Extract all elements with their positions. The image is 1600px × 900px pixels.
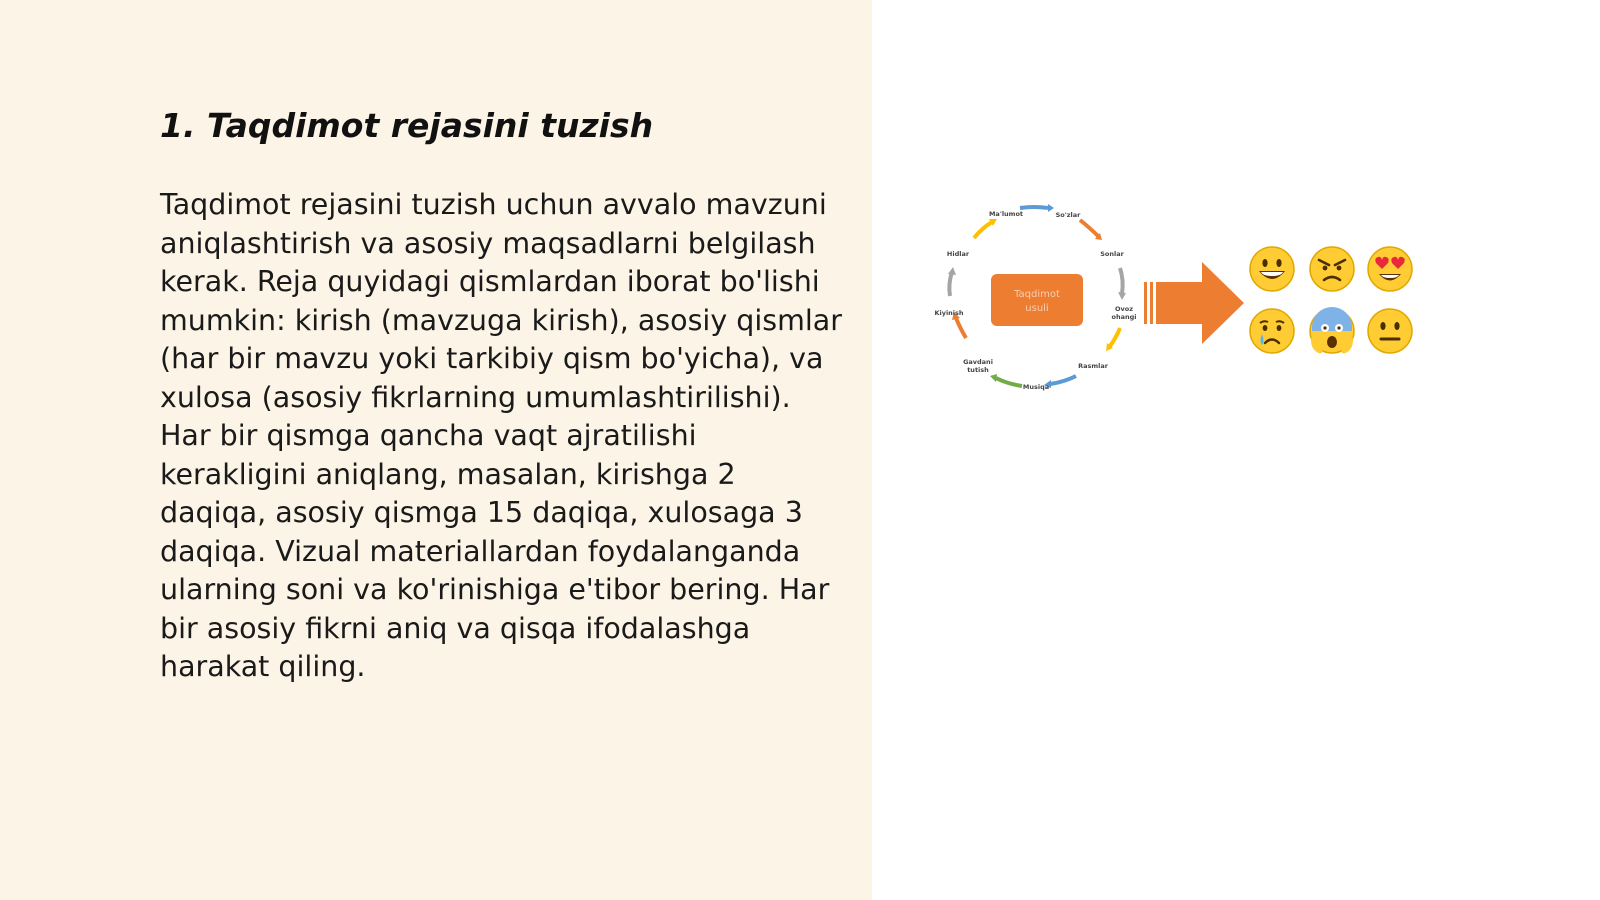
cycle-arrow-head [990, 374, 997, 382]
label-gavdani: Gavdani [963, 358, 993, 366]
label-ovoz: Ovoz [1114, 305, 1134, 313]
grinning-face-icon [1248, 245, 1296, 293]
cycle-arrow [1020, 207, 1048, 208]
slide-body-text: Taqdimot rejasini tuzish uchun avvalo mavzuni aniqlashtirish va asosiy maqsadlarni belgilash kerak. Reja quyidagi qismlardan iborat bo'lishi mumkin: kirish (mavzuga kirish), asosiy qismlar (har bir mavzu yoki tarkibiy qism bo'yicha), va xulosa (asosiy fikrlarning umumlashtirilishi). Har bir qismga qancha vaqt ajratilishi kerakligini aniqlang, masalan, kirishga 2 daqiqa, asosiy qismga 15 daqiqa, xulosaga 3 daqiqa. Vizual materiallardan foydalanganda ularning soni va ko'rinishiga e'tibor bering. Har bir asosiy fikrni aniq va qisqa ifodalashga harakat qiling. [160, 188, 842, 683]
cycle-arrow-head [1118, 292, 1126, 300]
cycle-arrow-head [948, 267, 956, 275]
cycle-arrow [949, 272, 952, 296]
cycle-arrow [1120, 268, 1123, 294]
crying-face-icon [1248, 307, 1296, 355]
label-sozlar: So'zlar [1055, 211, 1081, 219]
label-hidlar: Hidlar [946, 250, 970, 258]
screaming-face-icon [1308, 307, 1356, 355]
cycle-arrow [996, 378, 1022, 386]
label-musiqa: Musiqa [1022, 383, 1050, 391]
cycle-arrow [956, 318, 966, 338]
label-malumot: Ma'lumot [988, 210, 1024, 218]
right-arrow-icon [1144, 262, 1244, 344]
neutral-face-icon [1366, 307, 1414, 355]
label-sonlar: Sonlar [1100, 250, 1124, 258]
label-rasmlar: Rasmlar [1078, 362, 1108, 370]
cycle-arrow [1050, 376, 1076, 384]
center-box [991, 274, 1083, 326]
presentation-method-diagram [934, 200, 1460, 410]
center-label-line2: usuli [1025, 303, 1049, 314]
center-label-line1: Taqdimot [1014, 289, 1060, 300]
slide-title: 1. Taqdimot rejasini tuzish [160, 106, 654, 145]
cycle-arrow [974, 222, 992, 238]
cycle-arrow [1080, 220, 1098, 236]
label-tutish: tutish [967, 366, 989, 374]
cycle-diagram [934, 200, 1460, 410]
angry-face-icon [1308, 245, 1356, 293]
cycle-arrow-head [1048, 204, 1054, 212]
cycle-arrow [1110, 328, 1120, 346]
label-ohangi: ohangi [1111, 313, 1137, 321]
label-kiyinish: Kiyinish [934, 309, 964, 317]
heart-eyes-face-icon [1366, 245, 1414, 293]
